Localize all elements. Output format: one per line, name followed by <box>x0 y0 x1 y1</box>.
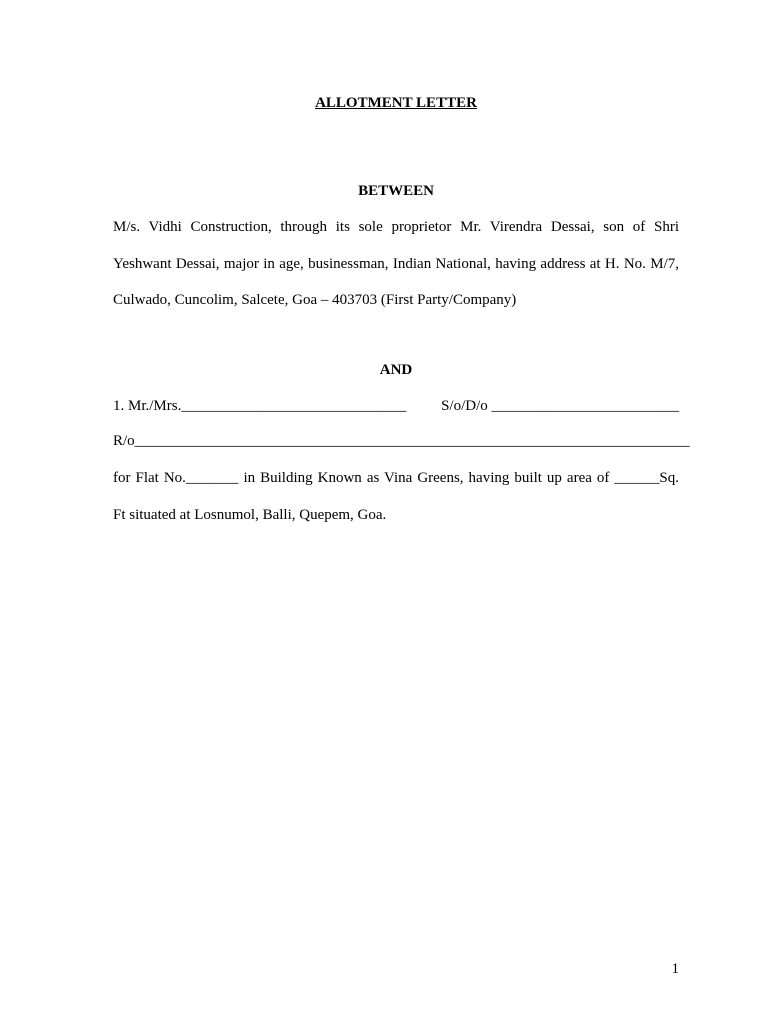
relation-field: S/o/D/o _________________________ <box>441 398 679 414</box>
and-heading: AND <box>379 362 413 378</box>
flat-details-line-1: for Flat No._______ in Building Known as Vina Greens, having built up area of ______Sq. <box>113 470 679 486</box>
between-heading: BETWEEN <box>358 183 434 199</box>
document-title: ALLOTMENT LETTER <box>315 95 477 111</box>
first-party-line-1: M/s. Vidhi Construction, through its sole proprietor Mr. Virendra Dessai, son of Shri <box>113 219 679 235</box>
second-party-name-row <box>113 397 679 415</box>
residence-field: R/o__________________________________________________________________________ <box>113 433 690 449</box>
page-number: 1 <box>671 961 679 977</box>
flat-details-line-2: Ft situated at Losnumol, Balli, Quepem, Goa. <box>113 507 387 523</box>
first-party-line-2: Yeshwant Dessai, major in age, businessman, Indian National, having address at H. No. M/7, <box>113 256 679 272</box>
name-field: 1. Mr./Mrs.______________________________ <box>113 398 407 414</box>
first-party-line-3: Culwado, Cuncolim, Salcete, Goa – 403703 (First Party/Company) <box>113 292 517 308</box>
